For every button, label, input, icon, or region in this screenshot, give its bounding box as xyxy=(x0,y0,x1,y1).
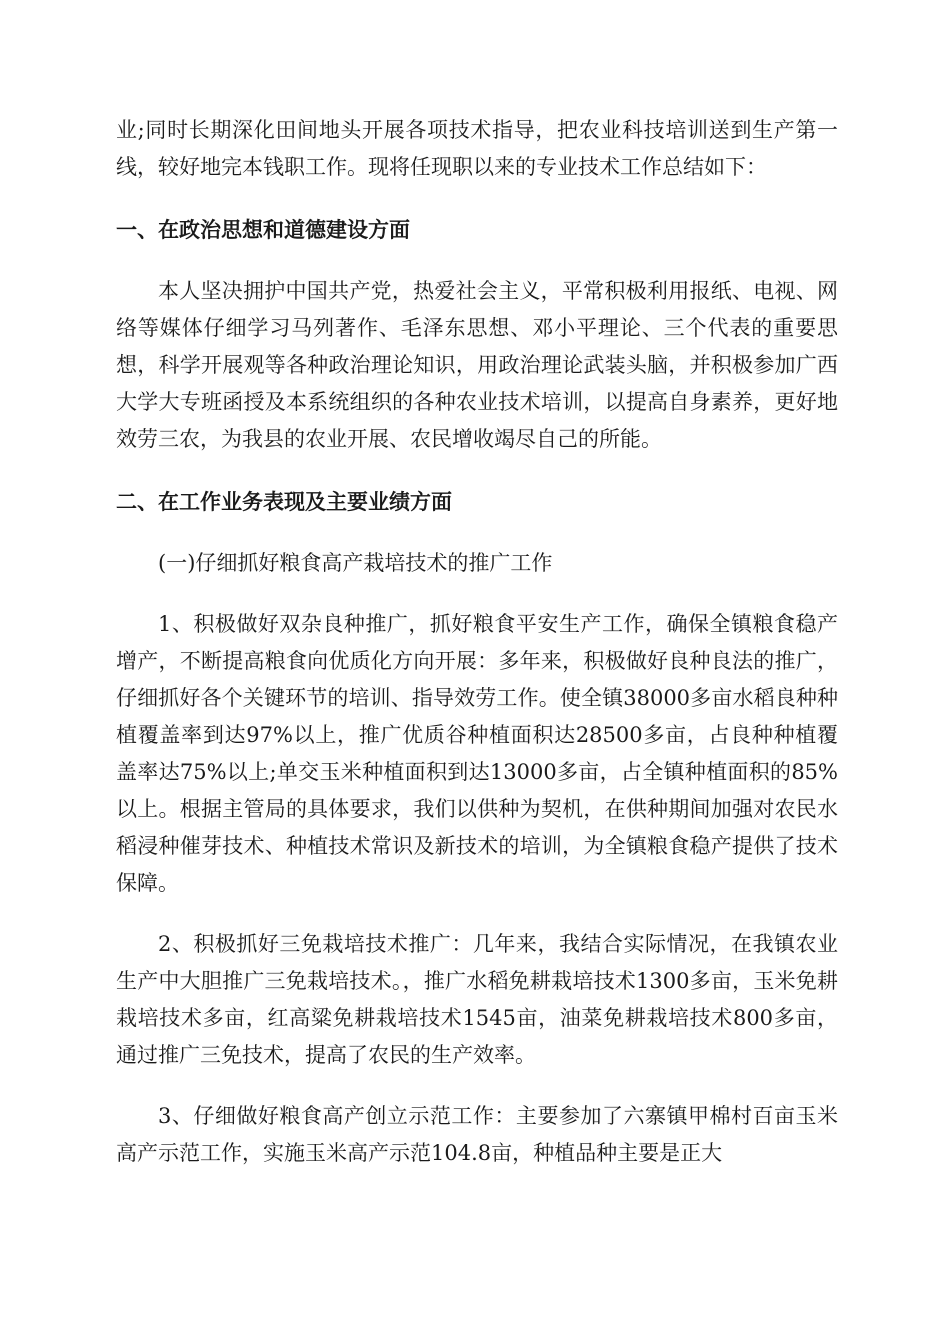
politics-paragraph: 本人坚决拥护中国共产党，热爱社会主义，平常积极利用报纸、电视、网络等媒体仔细学习马列著作、毛泽东思想、邓小平理论、三个代表的重要思想，科学开展观等各种政治理论知识，用政治理论武装头脑，并积极参加广西大学大专班函授及本系统组织的各种农业技术培训，以提高自身素养，更好地效劳三农，为我县的农业开展、农民增收竭尽自己的所能。 xyxy=(116,279,838,451)
item-paragraph-3: 3、仔细做好粮食高产创立示范工作：主要参加了六寨镇甲棉村百亩玉米高产示范工作，实施玉米高产示范104.8亩，种植品种主要是正大 xyxy=(116,1104,838,1165)
document-body xyxy=(116,112,838,1172)
item-paragraph-2: 2、积极抓好三免栽培技术推广：几年来，我结合实际情况，在我镇农业生产中大胆推广三免栽培技术。，推广水稻免耕栽培技术1300多亩，玉米免耕栽培技术多亩，红高粱免耕栽培技术1545亩，油菜免耕栽培技术800多亩，通过推广三免技术，提高了农民的生产效率。 xyxy=(116,932,838,1067)
section-heading-politics: 一、在政治思想和道德建设方面 xyxy=(116,218,410,242)
section-heading-work: 二、在工作业务表现及主要业绩方面 xyxy=(116,490,452,514)
intro-paragraph: 业;同时长期深化田间地头开展各项技术指导，把农业科技培训送到生产第一线，较好地完本钱职工作。现将任现职以来的专业技术工作总结如下： xyxy=(116,118,838,179)
subsection-heading-grain: (一)仔细抓好粮食高产栽培技术的推广工作 xyxy=(158,551,553,575)
item-paragraph-1: 1、积极做好双杂良种推广，抓好粮食平安生产工作，确保全镇粮食稳产增产，不断提高粮食向优质化方向开展：多年来，积极做好良种良法的推广，仔细抓好各个关键环节的培训、指导效劳工作。使全镇38000多亩水稻良种种植覆盖率到达97%以上，推广优质谷种植面积达28500多亩，占良种种植覆盖率达75%以上;单交玉米种植面积到达13000多亩，占全镇种植面积的85%以上。根据主管局的具体要求，我们以供种为契机，在供种期间加强对农民水稻浸种催芽技术、种植技术常识及新技术的培训，为全镇粮食稳产提供了技术保障。 xyxy=(116,612,838,895)
